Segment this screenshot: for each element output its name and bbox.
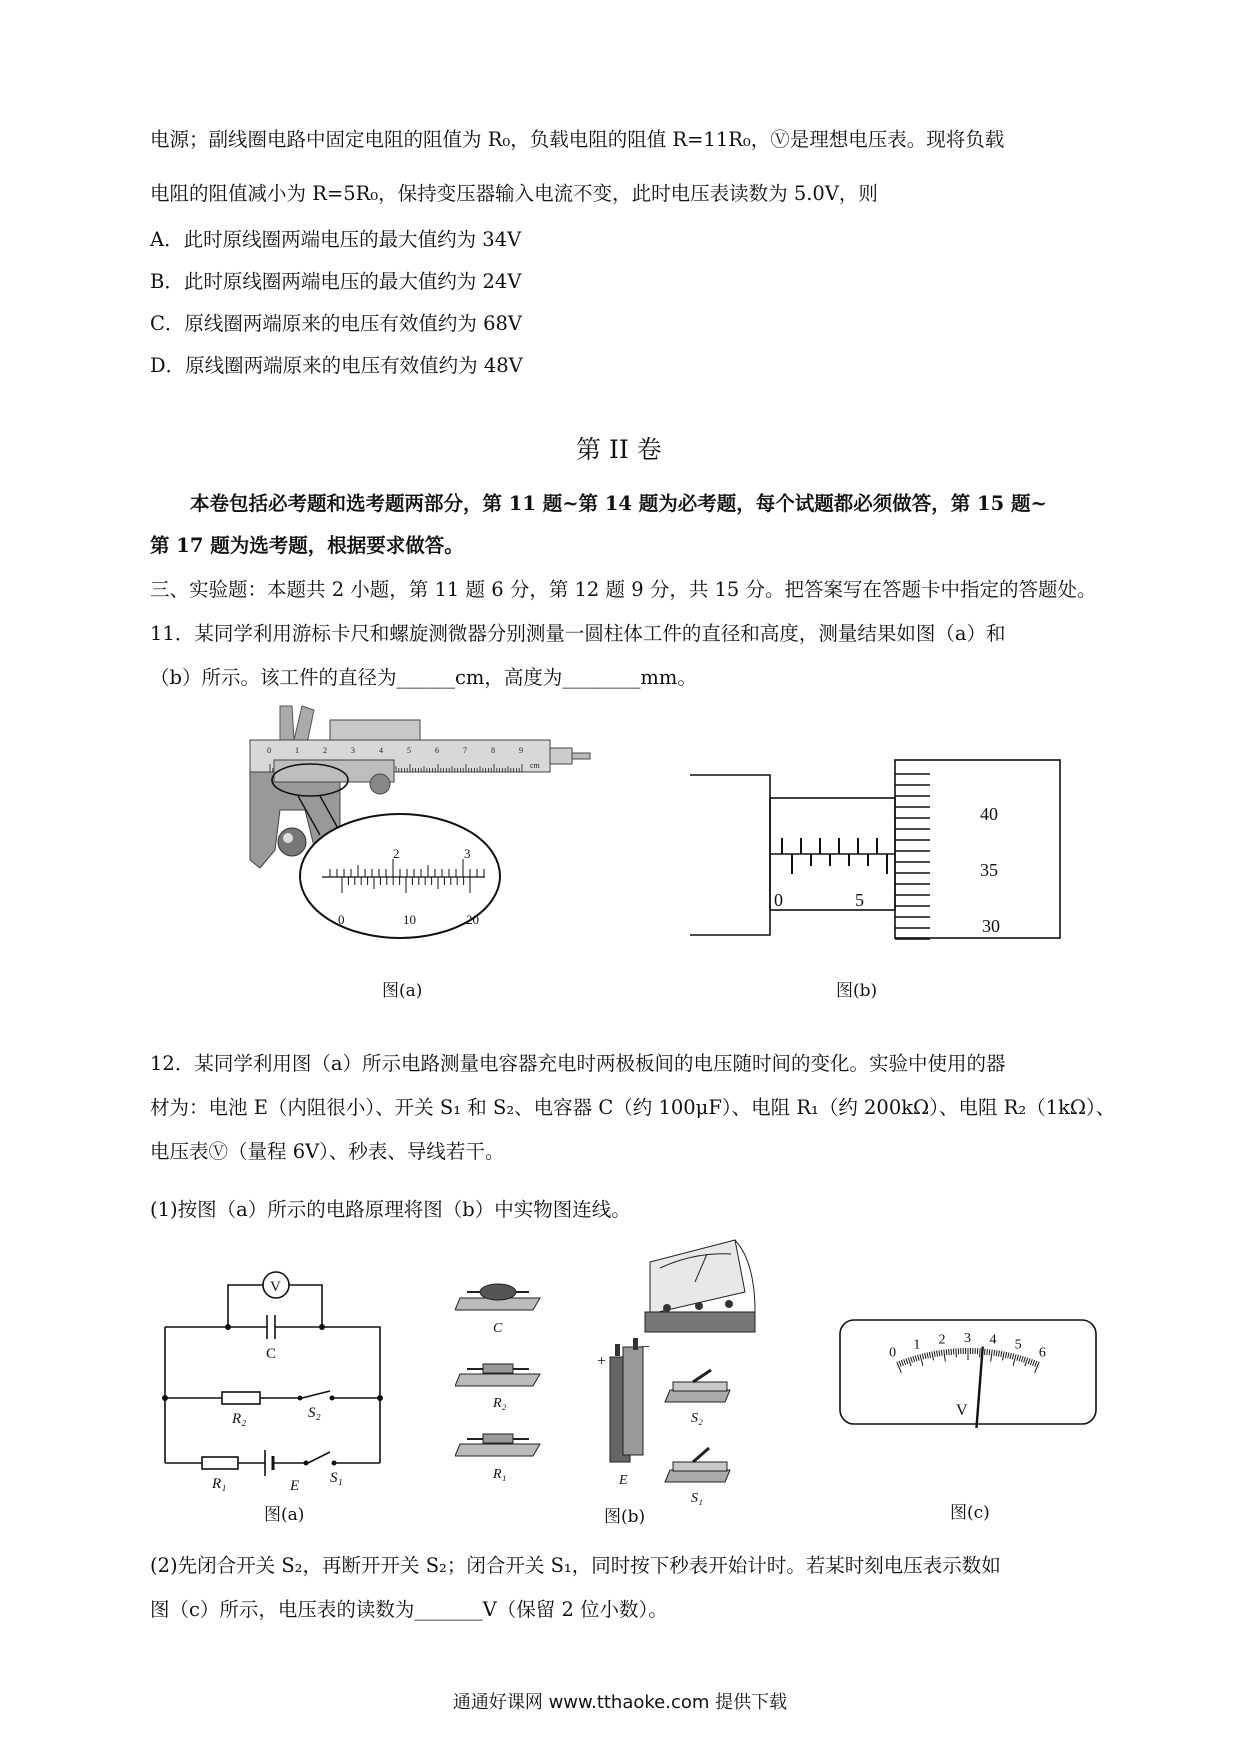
zoom-vernier-label: 0 (338, 912, 345, 927)
part-three-heading: 三、实验题：本题共 2 小题，第 11 题 6 分，第 12 题 9 分，共 15 分。把答案写在答题卡中指定的答题处。 (150, 578, 1097, 601)
vernier-caliper-figure (230, 700, 620, 970)
q12-line-2: 材为：电池 E（内阻很小）、开关 S₁ 和 S₂、电容器 C（约 100μF）、电阻 R₁（约 200kΩ）、电阻 R₂（1kΩ）、 (150, 1096, 1116, 1119)
capacitor-device (455, 1284, 540, 1310)
q11-fig-b-caption: 图(b) (836, 981, 878, 1001)
main-scale-label: 7 (463, 746, 467, 755)
r1-label: R₁ (212, 1476, 227, 1492)
battery-label: E (290, 1478, 300, 1494)
thimble-label: 40 (980, 804, 998, 824)
main-scale-label: 4 (379, 746, 383, 755)
dial-scale-label: 4 (989, 1332, 997, 1348)
s2-device (665, 1370, 730, 1402)
svg-text:+: + (597, 1353, 607, 1370)
option-b: B．此时原线圈两端电压的最大值约为 24V (150, 270, 522, 293)
r2-device-label: R₂ (493, 1396, 507, 1411)
dial-tick (949, 1349, 950, 1355)
prev-question-line-1: 电源；副线圈电路中固定电阻的阻值为 R₀，负载电阻的阻值 R=11R₀，Ⓥ是理想电压表。现将负载 (150, 128, 1005, 151)
main-scale-label: 1 (295, 746, 299, 755)
option-d: D．原线圈两端原来的电压有效值约为 48V (150, 354, 523, 377)
voltmeter-device (645, 1240, 755, 1332)
main-scale-label: 6 (435, 746, 439, 755)
q11-line-2: （b）所示。该工件的直径为______cm，高度为________mm。 (150, 666, 697, 689)
q12-fig-a-caption: 图(a) (264, 1505, 305, 1525)
dial-tick (984, 1349, 985, 1355)
s1-label: S₁ (330, 1470, 343, 1486)
dial-scale-label: 5 (1014, 1337, 1022, 1353)
micrometer-figure (690, 750, 1080, 940)
s2-device-label: S₂ (691, 1411, 703, 1426)
prev-question-line-2: 电阻的阻值减小为 R=5R₀，保持变压器输入电流不变，此时电压表读数为 5.0V，则 (150, 182, 878, 205)
zoom-main-label: 3 (464, 846, 471, 861)
main-scale-label: 8 (491, 746, 495, 755)
q12-fig-c-caption: 图(c) (950, 1503, 990, 1523)
dial-scale-label: 6 (1038, 1345, 1046, 1361)
dial-tick (987, 1349, 988, 1355)
capacitor-label: C (266, 1346, 277, 1362)
q12-line-1: 12．某同学利用图（a）所示电路测量电容器充电时两极板间的电压随时间的变化。实验中使用的器 (150, 1052, 1006, 1075)
dial-tick (951, 1349, 952, 1355)
dial-scale-label: 1 (913, 1337, 921, 1353)
q11-line-1: 11．某同学利用游标卡尺和螺旋测微器分别测量一圆柱体工件的直径和高度，测量结果如图（a）和 (150, 622, 1006, 645)
dial-tick (946, 1349, 947, 1355)
q12-sub-1: (1)按图（a）所示的电路原理将图（b）中实物图连线。 (150, 1198, 631, 1221)
voltmeter-label: V (270, 1279, 281, 1295)
svg-text:−: − (641, 1339, 651, 1356)
r2-label: R₂ (232, 1411, 247, 1427)
q11-fig-a-caption: 图(a) (382, 981, 423, 1001)
s2-label: S₂ (308, 1405, 321, 1421)
dial-scale-label: 2 (938, 1332, 946, 1348)
battery-device (597, 1338, 650, 1462)
q12-sub-2-line-2: 图（c）所示，电压表的读数为_______V（保留 2 位小数）。 (150, 1598, 668, 1621)
main-scale-label: 5 (407, 746, 411, 755)
zoom-main-label: 2 (393, 846, 400, 861)
thimble-label: 30 (982, 916, 1000, 936)
section-intro-line-1: 本卷包括必考题和选考题两部分，第 11 题~第 14 题为必考题，每个试题都必须做答，第 15 题~ (190, 492, 1047, 515)
sleeve-label: 0 (774, 890, 783, 910)
dial-tick (956, 1348, 957, 1357)
q12-line-3: 电压表Ⓥ（量程 6V）、秒表、导线若干。 (150, 1140, 505, 1163)
dial-tick (989, 1349, 990, 1355)
main-scale-label: 9 (519, 746, 523, 755)
dial-scale-label: 3 (964, 1331, 971, 1346)
section-title: 第 II 卷 (576, 435, 662, 464)
main-scale-label: 2 (323, 746, 327, 755)
q12-fig-b-caption: 图(b) (604, 1507, 646, 1527)
page-footer: 通通好课网 www.tthaoke.com 提供下载 (452, 1692, 788, 1713)
dial-tick (980, 1348, 981, 1357)
sleeve-label: 5 (855, 890, 864, 910)
dial-scale-label: 0 (889, 1345, 897, 1361)
s1-device-label: S₁ (691, 1491, 703, 1506)
zoom-vernier-label: 10 (403, 912, 416, 927)
q12-sub-2-line-1: (2)先闭合开关 S₂，再断开开关 S₂；闭合开关 S₁，同时按下秒表开始计时。若某时刻电压表示数如 (150, 1554, 1001, 1577)
r1-device (455, 1434, 540, 1456)
capacitor-device-label: C (493, 1321, 503, 1336)
zoom-vernier-label: 20 (466, 912, 479, 927)
circuit-diagram-figure (150, 1260, 400, 1500)
r1-device-label: R₁ (493, 1467, 507, 1482)
option-a: A．此时原线圈两端电压的最大值约为 34V (150, 228, 522, 251)
battery-device-label: E (619, 1473, 628, 1488)
voltmeter-dial-figure (838, 1318, 1098, 1428)
dial-unit-label: V (956, 1402, 968, 1419)
main-scale-label: 3 (351, 746, 355, 755)
s1-device (665, 1448, 730, 1482)
option-c: C．原线圈两端原来的电压有效值约为 68V (150, 312, 523, 335)
main-scale-label: 0 (267, 746, 271, 755)
r2-device (455, 1364, 540, 1386)
section-intro-line-2: 第 17 题为选考题，根据要求做答。 (150, 534, 464, 557)
components-figure (455, 1232, 800, 1512)
unit-label: cm (530, 761, 540, 770)
thimble-label: 35 (980, 860, 998, 880)
